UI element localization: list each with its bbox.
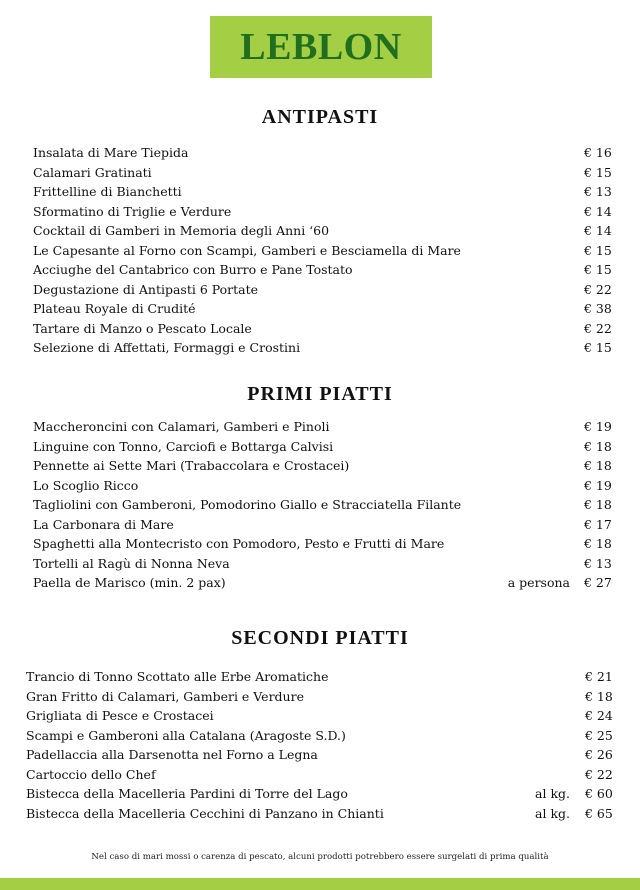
menu-item [0, 182, 640, 202]
menu-item-price: € 22 [585, 766, 613, 782]
menu-item-name: Calamari Gratinati [33, 164, 152, 180]
menu-item-price: € 60 [585, 786, 613, 801]
menu-item-price: € 15 [584, 164, 612, 180]
menu-item-name: Tartare di Manzo o Pescato Locale [33, 320, 252, 336]
menu-item [0, 163, 640, 183]
menu-item-name: Frittelline di Bianchetti [33, 184, 182, 199]
menu-item-price: € 18 [584, 497, 612, 512]
section-title-primi: PRIMI PIATTI [247, 383, 393, 405]
menu-item [0, 784, 640, 804]
menu-item [0, 260, 640, 280]
section-title-antipasti: ANTIPASTI [261, 106, 379, 128]
footer-note: Nel caso di mari mossi o carenza di pescato, alcuni prodotti potrebbero essere surgelati di prima qualità [91, 852, 549, 862]
menu-item-name: Lo Scoglio Ricco [33, 477, 139, 493]
menu-item-name: Padellaccia alla Darsenotta nel Forno a Legna [26, 747, 318, 762]
menu-item [0, 687, 640, 707]
menu-item-price: € 24 [585, 708, 613, 723]
menu-item-name: Scampi e Gamberoni alla Catalana (Aragoste S.D.) [26, 727, 346, 743]
menu-item-price: € 27 [584, 575, 612, 590]
menu-item [0, 338, 640, 358]
menu-item-price: € 16 [584, 145, 612, 160]
menu-item-name: Degustazione di Antipasti 6 Portate [33, 281, 259, 297]
menu-item [0, 515, 640, 535]
menu-item-name: Insalata di Mare Tiepida [33, 145, 189, 160]
menu-item [0, 804, 640, 824]
menu-item-name: Grigliata di Pesce e Crostacei [26, 708, 214, 723]
menu-item-name: Spaghetti alla Montecristo con Pomodoro, Pesto e Frutti di Mare [33, 536, 445, 551]
menu-item-name: Selezione di Affettati, Formaggi e Crostini [33, 340, 301, 355]
menu-item-price: € 21 [585, 669, 613, 684]
menu-item [0, 534, 640, 554]
menu-item [0, 299, 640, 319]
menu-item-note: al kg. [535, 786, 570, 801]
menu-item-price: € 18 [584, 438, 612, 454]
menu-item-price: € 38 [584, 301, 612, 316]
menu-item-name: Gran Fritto di Calamari, Gamberi e Verdure [26, 688, 304, 704]
menu-item-name: Cocktail di Gamberi in Memoria degli Anni ‘60 [33, 223, 330, 238]
menu-item-price: € 15 [584, 242, 612, 258]
menu-item [0, 456, 640, 476]
menu-item [0, 437, 640, 457]
menu-item-price: € 19 [584, 477, 612, 493]
menu-item-price: € 14 [584, 223, 612, 238]
menu-item [0, 745, 640, 765]
menu-item [0, 280, 640, 300]
menu-item-note: a persona [507, 575, 570, 590]
menu-item [0, 143, 640, 163]
menu-item-price: € 18 [584, 458, 612, 473]
menu-item-name: Sformatino di Triglie e Verdure [33, 203, 232, 219]
menu-item-price: € 22 [584, 281, 612, 297]
menu-item [0, 706, 640, 726]
menu-item-price: € 14 [584, 203, 612, 219]
brand-logo [210, 16, 432, 78]
menu-item-price: € 13 [584, 555, 612, 571]
menu-item-name: Paella de Marisco (min. 2 pax) [33, 575, 226, 590]
menu-item-name: Acciughe del Cantabrico con Burro e Pane Tostato [33, 262, 353, 277]
menu-item-price: € 26 [585, 747, 613, 762]
menu-item-name: La Carbonara di Mare [33, 516, 174, 532]
menu-item-name: Bistecca della Macelleria Cecchini di Panzano in Chianti [26, 805, 384, 821]
menu-item [0, 476, 640, 496]
menu-item [0, 221, 640, 241]
menu-item-name: Plateau Royale di Crudité [33, 301, 196, 316]
menu-item [0, 765, 640, 785]
menu-item-price: € 19 [584, 419, 612, 434]
menu-item-price: € 17 [584, 516, 612, 532]
bottom-accent-bar [0, 878, 640, 890]
menu-item-name: Bistecca della Macelleria Pardini di Torre del Lago [26, 786, 348, 801]
menu-item-name: Tortelli al Ragù di Nonna Neva [33, 555, 230, 571]
menu-item [0, 554, 640, 574]
menu-item-price: € 15 [584, 340, 612, 355]
menu-item-name: Le Capesante al Forno con Scampi, Gamberi e Besciamella di Mare [33, 242, 461, 258]
menu-item-price: € 18 [585, 688, 613, 704]
menu-item-price: € 65 [585, 805, 613, 821]
menu-item-price: € 25 [585, 727, 613, 743]
menu-item [0, 573, 640, 593]
menu-list-primi [0, 417, 640, 593]
menu-item [0, 726, 640, 746]
menu-item-name: Tagliolini con Gamberoni, Pomodorino Giallo e Stracciatella Filante [33, 497, 462, 512]
menu-item-name: Maccheroncini con Calamari, Gamberi e Pinoli [33, 419, 330, 434]
menu-item-name: Trancio di Tonno Scottato alle Erbe Aromatiche [26, 669, 329, 684]
section-title-secondi: SECONDI PIATTI [231, 627, 409, 649]
menu-item-name: Linguine con Tonno, Carciofi e Bottarga Calvisi [33, 438, 334, 454]
menu-item-price: € 13 [584, 184, 612, 199]
menu-list-antipasti [0, 143, 640, 358]
menu-item-name: Pennette ai Sette Mari (Trabaccolara e Crostacei) [33, 458, 350, 473]
menu-item-price: € 22 [584, 320, 612, 336]
menu-item-price: € 15 [584, 262, 612, 277]
menu-list-secondi [0, 667, 640, 823]
menu-item-note: al kg. [535, 805, 570, 821]
menu-item [0, 495, 640, 515]
menu-item-name: Cartoccio dello Chef [26, 766, 156, 782]
menu-item [0, 202, 640, 222]
menu-item [0, 417, 640, 437]
menu-item [0, 241, 640, 261]
menu-item [0, 319, 640, 339]
brand-name: LEBLON [240, 26, 402, 68]
menu-item [0, 667, 640, 687]
menu-item-price: € 18 [584, 536, 612, 551]
